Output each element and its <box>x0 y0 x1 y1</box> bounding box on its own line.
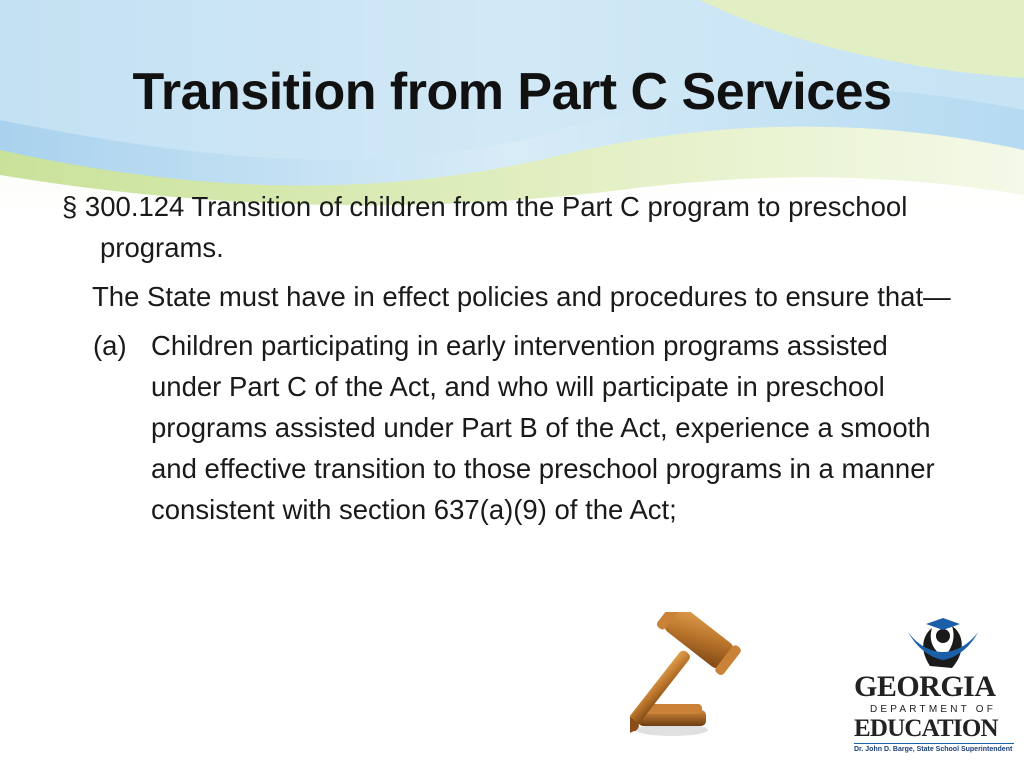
graduate-figure-icon <box>848 618 1018 678</box>
logo-education-text: EDUCATION <box>854 715 998 742</box>
logo-department-text: DEPARTMENT OF <box>870 704 997 715</box>
slide-title: Transition from Part C Services <box>132 63 892 121</box>
slide-body <box>62 186 962 530</box>
logo-divider <box>854 743 1014 744</box>
georgia-doe-logo <box>848 618 1018 758</box>
logo-georgia-text: GEORGIA <box>854 670 996 703</box>
logo-superintendent-text: Dr. John D. Barge, State School Superintendent <box>854 746 1013 753</box>
list-item-label: (a) <box>93 330 127 361</box>
gavel-icon <box>630 612 790 742</box>
list-item-a <box>62 325 962 530</box>
list-item-text: Children participating in early intervention programs assisted under Part C of the Act, and who will participate in preschool programs assisted under Part B of the Act, experience a smooth and effective transition to those preschool programs in a manner consistent with section 637(a)(9) of the Act; <box>151 330 935 525</box>
intro-paragraph: The State must have in effect policies and procedures to ensure that— <box>92 281 951 312</box>
regulation-heading: § 300.124 Transition of children from the Part C program to preschool programs. <box>62 191 908 263</box>
